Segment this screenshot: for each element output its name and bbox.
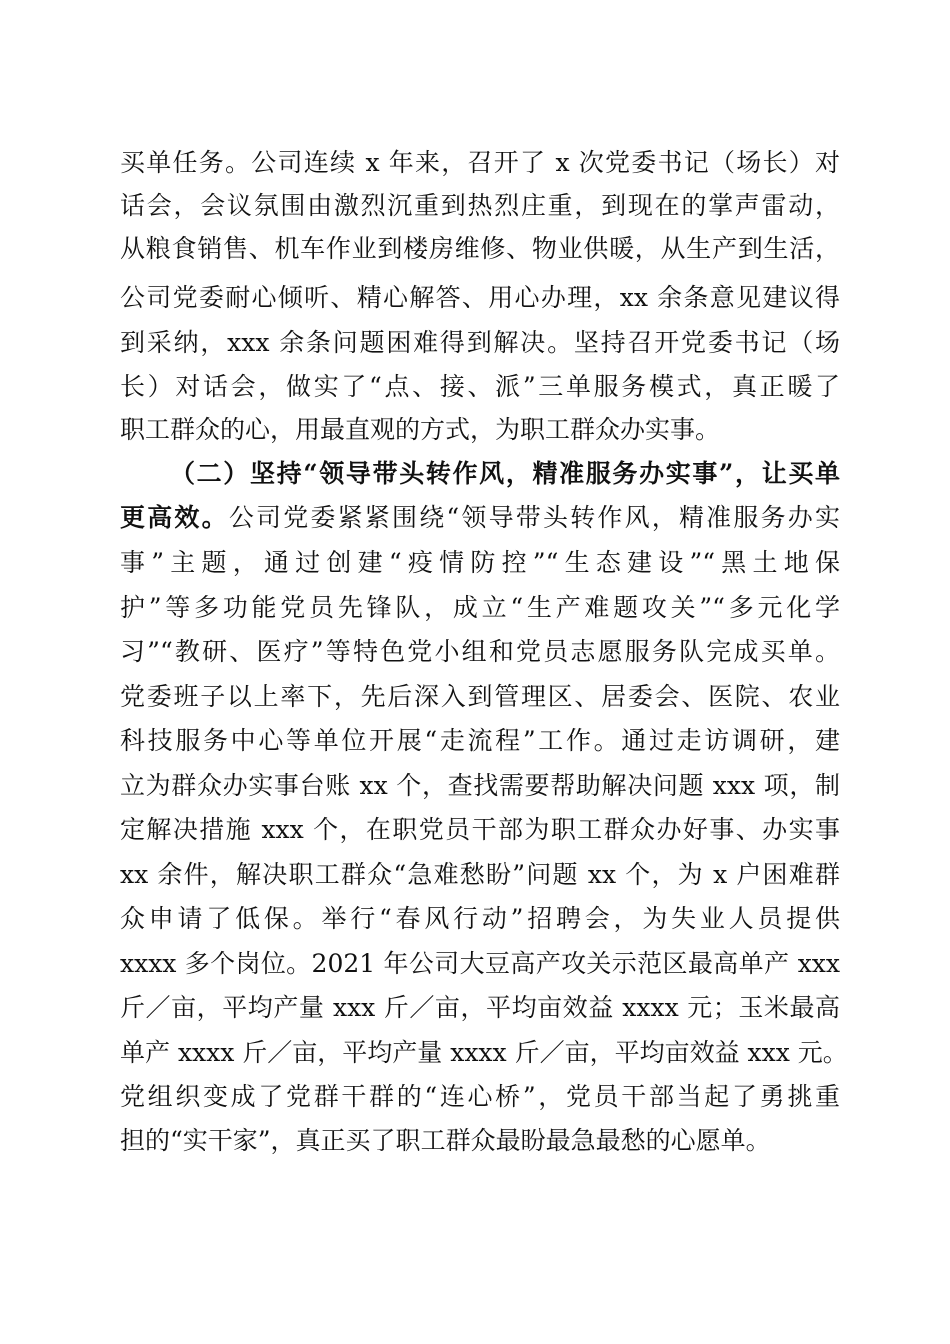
text-line: 职工群众的心，用最直观的方式，为职工群众办实事。	[120, 415, 721, 444]
text-line: 党组织变成了党群干群的“连心桥”，党员干部当起了勇挑重	[120, 1082, 840, 1111]
text-line: 科技服务中心等单位开展“走流程”工作。通过走访调研，建	[120, 726, 840, 755]
text-line: 单产 xxxx 斤／亩，平均产量 xxxx 斤／亩，平均亩效益 xxx 元。	[120, 1038, 848, 1067]
text-line: xxxx 多个岗位。2021 年公司大豆高产攻关示范区最高单产 xxx	[120, 949, 840, 978]
text-line: 买单任务。公司连续 x 年来，召开了 x 次党委书记（场长）对	[120, 148, 840, 177]
text-line: xx 余件，解决职工群众“急难愁盼”问题 xx 个，为 x 户困难群	[120, 860, 840, 889]
text-line-rest: 公司党委紧紧围绕“领导带头转作风，精准服务办实	[228, 503, 840, 532]
text-line: 斤／亩，平均产量 xxx 斤／亩，平均亩效益 xxxx 元；玉米最高	[120, 993, 840, 1022]
text-line: 众申请了低保。举行“春风行动”招聘会，为失业人员提供	[120, 904, 840, 933]
text-line: 话会，会议氛围由激烈沉重到热烈庄重，到现在的掌声雷动，	[120, 191, 840, 220]
text-line: 长）对话会，做实了“点、接、派”三单服务模式，真正暖了	[120, 372, 840, 401]
section-heading: （二）坚持“领导带头转作风，精准服务办实事”，让买单	[170, 459, 840, 488]
text-line: 立为群众办实事台账 xx 个，查找需要帮助解决问题 xxx 项，制	[120, 771, 840, 800]
text-line: 担的“实干家”，真正买了职工群众最盼最急最愁的心愿单。	[120, 1126, 771, 1155]
text-line: 到采纳，xxx 余条问题困难得到解决。坚持召开党委书记（场	[120, 328, 840, 357]
text-line: 定解决措施 xxx 个，在职党员干部为职工群众办好事、办实事	[120, 815, 840, 844]
text-line: 从粮食销售、机车作业到楼房维修、物业供暖，从生产到生活，	[120, 234, 840, 263]
text-line: 习”“教研、医疗”等特色党小组和党员志愿服务队完成买单。	[120, 637, 840, 666]
text-line	[120, 503, 840, 533]
section-heading-end: 更高效。	[120, 503, 229, 532]
text-line: 公司党委耐心倾听、精心解答、用心办理，xx 余条意见建议得	[120, 283, 840, 312]
text-line: 事”主题，通过创建“疫情防控”“生态建设”“黑土地保	[120, 548, 840, 577]
text-line: 护”等多功能党员先锋队，成立“生产难题攻关”“多元化学	[120, 593, 840, 622]
text-line: 党委班子以上率下，先后深入到管理区、居委会、医院、农业	[120, 682, 840, 711]
